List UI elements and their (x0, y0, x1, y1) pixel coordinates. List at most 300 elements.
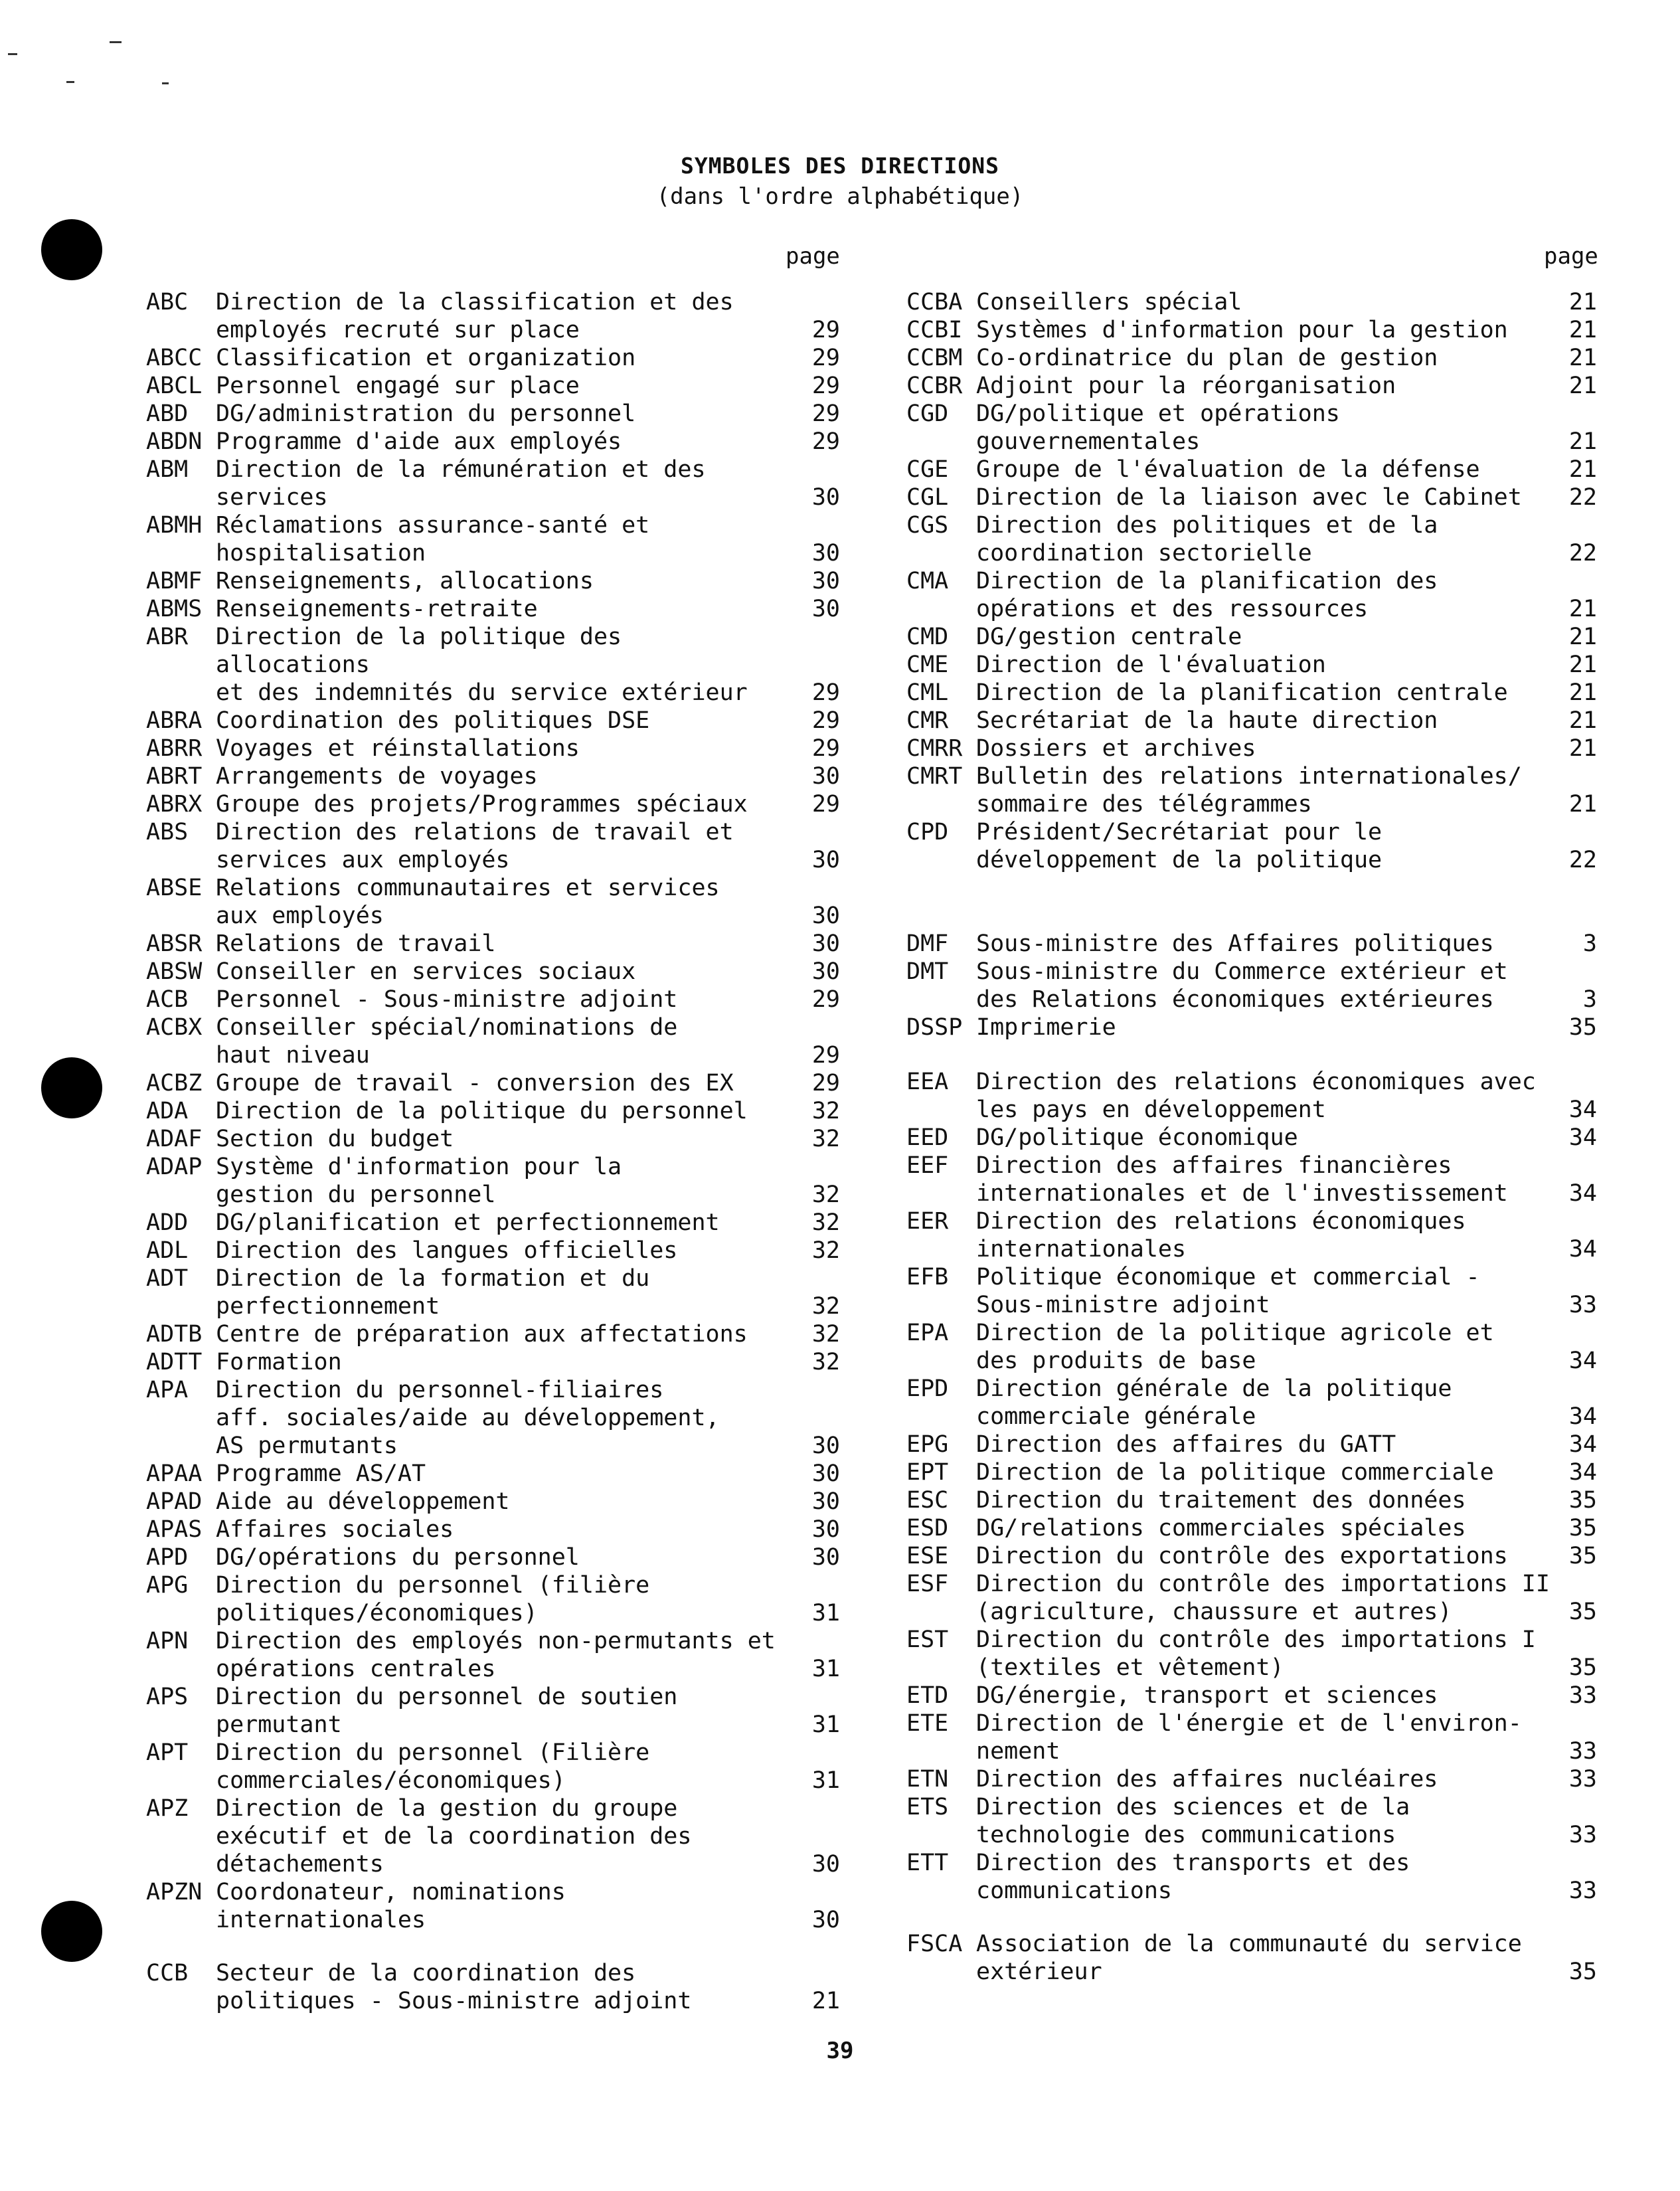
list-item (146, 762, 840, 790)
entry-description: Arrangements de voyages (216, 763, 538, 790)
entry-code: ACB (146, 986, 189, 1013)
entry-description: DG/opérations du personnel (216, 1544, 580, 1571)
entry-code: ETT (906, 1850, 949, 1876)
entry-page: 21 (1568, 735, 1597, 762)
entry-description: Association de la communauté du service extérieur (976, 1931, 1522, 1985)
entry-description: Personnel - Sous-ministre adjoint (216, 986, 678, 1013)
entry-code: ABCL (146, 373, 203, 399)
entry-code: EEF (906, 1152, 949, 1179)
entry-page: 33 (1568, 1682, 1597, 1709)
entry-page: 33 (1568, 1292, 1597, 1318)
list-item (146, 790, 840, 818)
entry-description: Groupe des projets/Programmes spéciaux (216, 791, 748, 818)
entry-code: CCBM (906, 345, 963, 371)
entry-code: ABD (146, 400, 189, 427)
list-item (146, 1348, 840, 1376)
entry-page: 32 (811, 1182, 840, 1208)
scan-speck (162, 82, 169, 84)
list-item (146, 623, 840, 707)
entry-description: Conseiller spécial/nominations de haut niveau (216, 1014, 678, 1069)
entry-page: 34 (1568, 1236, 1597, 1263)
entry-code: APAD (146, 1488, 203, 1515)
entry-code: CGD (906, 400, 949, 427)
entry-code: CCBR (906, 373, 963, 399)
entry-description: Direction de la rémunération et des services (216, 456, 706, 511)
list-item (146, 1795, 840, 1878)
entry-description: Voyages et réinstallations (216, 735, 580, 762)
list-item (146, 1320, 840, 1348)
right-column (906, 288, 1597, 1986)
entry-description: Direction de la politique agricole et des produits de base (976, 1320, 1494, 1374)
entry-description: Programme d'aide aux employés (216, 428, 622, 455)
entry-page: 29 (811, 791, 840, 818)
entry-code: APA (146, 1377, 189, 1403)
entry-code: CMR (906, 707, 949, 734)
entry-description: Groupe de l'évaluation de la défense (976, 456, 1480, 483)
list-item (906, 567, 1597, 623)
entry-description: DG/politique et opérations gouvernementales (976, 400, 1340, 455)
list-item (906, 1849, 1597, 1905)
list-item (146, 1209, 840, 1237)
entry-code: ABRA (146, 707, 203, 734)
list-item (146, 1739, 840, 1795)
entry-page: 30 (811, 596, 840, 622)
scan-speck (66, 81, 74, 83)
entry-page: 35 (1568, 1543, 1597, 1569)
entry-page: 32 (811, 1237, 840, 1264)
list-item (906, 679, 1597, 707)
entry-code: EPD (906, 1375, 949, 1402)
entry-description: Direction des langues officielles (216, 1237, 678, 1264)
entry-code: ADTT (146, 1349, 203, 1375)
entry-page: 21 (1568, 624, 1597, 650)
list-item (146, 1125, 840, 1153)
entry-code: ACBZ (146, 1070, 203, 1096)
entry-page: 32 (811, 1321, 840, 1348)
entry-page: 32 (811, 1349, 840, 1375)
entry-description: Section du budget (216, 1126, 454, 1152)
list-item (146, 1683, 840, 1739)
entry-code: APG (146, 1572, 189, 1599)
entry-page: 29 (811, 317, 840, 343)
list-item (146, 735, 840, 762)
entry-code: EST (906, 1626, 949, 1653)
entry-page: 33 (1568, 1738, 1597, 1765)
list-item (906, 818, 1597, 874)
list-item (906, 1068, 1597, 1124)
entry-description: Direction des affaires financières internationales et de l'investissement (976, 1152, 1508, 1207)
entry-page: 21 (1568, 791, 1597, 818)
list-item (146, 372, 840, 400)
entry-description: Relations de travail (216, 930, 496, 957)
list-item (906, 762, 1597, 818)
list-item (906, 958, 1597, 1013)
entry-description: Personnel engagé sur place (216, 373, 580, 399)
punch-hole-2 (41, 1057, 102, 1118)
list-item (146, 1959, 840, 2015)
entry-page: 21 (1568, 428, 1597, 455)
entry-description: Sous-ministre du Commerce extérieur et des Relations économiques extérieures (976, 958, 1508, 1013)
entry-page: 30 (811, 763, 840, 790)
entry-code: ADAP (146, 1154, 203, 1180)
entry-page: 35 (1568, 1487, 1597, 1514)
entry-description: Direction des affaires nucléaires (976, 1766, 1438, 1793)
entry-page: 21 (1568, 345, 1597, 371)
list-item (146, 456, 840, 511)
list-item (146, 1543, 840, 1571)
entry-code: EPT (906, 1459, 949, 1486)
entry-description: DG/politique économique (976, 1124, 1298, 1151)
entry-code: EER (906, 1208, 949, 1235)
list-item (146, 1571, 840, 1627)
page-number: 39 (826, 2038, 854, 2064)
entry-code: ABDN (146, 428, 203, 455)
list-item (146, 1627, 840, 1683)
list-item (146, 1376, 840, 1460)
entry-code: CMD (906, 624, 949, 650)
entry-page: 22 (1568, 540, 1597, 567)
entry-page: 35 (1568, 1599, 1597, 1625)
entry-page: 32 (811, 1293, 840, 1320)
list-item (906, 1626, 1597, 1682)
entry-page: 30 (811, 958, 840, 985)
entry-code: APZ (146, 1795, 189, 1822)
list-item (146, 1460, 840, 1488)
entry-page: 30 (811, 1433, 840, 1459)
entry-description: Direction du personnel de soutien permutant (216, 1684, 678, 1738)
entry-description: Sous-ministre des Affaires politiques (976, 930, 1494, 957)
list-item (906, 511, 1597, 567)
list-item (906, 1765, 1597, 1793)
entry-page: 29 (811, 735, 840, 762)
entry-description: Groupe de travail - conversion des EX (216, 1070, 734, 1096)
entry-description: Conseiller en services sociaux (216, 958, 636, 985)
entry-description: Secteur de la coordination des politiques - Sous-ministre adjoint (216, 1960, 692, 2014)
entry-description: Secrétariat de la haute direction (976, 707, 1438, 734)
entry-code: ETN (906, 1766, 949, 1793)
entry-page: 29 (811, 345, 840, 371)
entry-page: 30 (811, 930, 840, 957)
list-item (906, 930, 1597, 958)
entry-code: CGS (906, 512, 949, 539)
entry-code: CML (906, 679, 949, 706)
list-item (906, 1682, 1597, 1709)
entry-code: FSCA (906, 1931, 963, 1957)
entry-code: ABC (146, 289, 189, 315)
entry-page: 21 (1568, 596, 1597, 622)
entry-description: Direction des sciences et de la technologie des communications (976, 1794, 1410, 1848)
entry-page: 32 (811, 1126, 840, 1152)
list-item (146, 567, 840, 595)
entry-page: 30 (811, 847, 840, 873)
entry-page: 29 (811, 1042, 840, 1069)
entry-description: Président/Secrétariat pour le développement de la politique (976, 819, 1383, 873)
list-item (146, 707, 840, 735)
list-item (146, 595, 840, 623)
list-item (906, 1013, 1597, 1041)
entry-code: DMT (906, 958, 949, 985)
entry-page: 3 (1582, 986, 1597, 1013)
entry-code: ETE (906, 1710, 949, 1737)
list-item (906, 1930, 1597, 1986)
list-item (146, 986, 840, 1013)
entry-description: Direction de l'évaluation (976, 652, 1326, 678)
entry-page: 34 (1568, 1348, 1597, 1374)
entry-page: 30 (811, 1516, 840, 1543)
entry-code: ESF (906, 1571, 949, 1597)
list-item (906, 1709, 1597, 1765)
entry-code: APS (146, 1684, 189, 1710)
entry-description: Direction de la politique du personnel (216, 1098, 748, 1124)
entry-code: ETD (906, 1682, 949, 1709)
entry-description: Direction de la planification des opérations et des ressources (976, 568, 1438, 622)
entry-page: 21 (1568, 456, 1597, 483)
entry-page: 29 (811, 1070, 840, 1096)
entry-page: 22 (1568, 484, 1597, 511)
list-item (146, 344, 840, 372)
entry-description: Direction des employés non-permutants et opérations centrales (216, 1628, 776, 1682)
entry-description: Direction des relations économiques avec les pays en développement (976, 1069, 1536, 1123)
list-item (906, 651, 1597, 679)
entry-code: ADTB (146, 1321, 203, 1348)
list-item (146, 1265, 840, 1320)
entry-description: Direction du personnel-filiaires aff. sociales/aide au développement, AS permutants (216, 1377, 720, 1459)
entry-page: 29 (811, 400, 840, 427)
entry-page: 21 (1568, 652, 1597, 678)
list-item (906, 735, 1597, 762)
entry-page: 31 (811, 1600, 840, 1626)
list-item (146, 1488, 840, 1516)
scan-speck (8, 53, 17, 55)
entry-page: 30 (811, 1907, 840, 1933)
entry-description: Coordination des politiques DSE (216, 707, 650, 734)
list-item (146, 400, 840, 428)
left-column (146, 288, 840, 2015)
entry-code: ABRT (146, 763, 203, 790)
entry-code: CMA (906, 568, 949, 594)
entry-code: ABR (146, 624, 189, 650)
entry-code: ABSE (146, 875, 203, 901)
entry-description: Imprimerie (976, 1014, 1116, 1041)
list-item (146, 428, 840, 456)
entry-code: CME (906, 652, 949, 678)
entry-page: 33 (1568, 1878, 1597, 1904)
entry-code: ADA (146, 1098, 189, 1124)
entry-code: ABRX (146, 791, 203, 818)
entry-code: ABSR (146, 930, 203, 957)
entry-description: Système d'information pour la gestion du personnel (216, 1154, 622, 1208)
entry-code: ESD (906, 1515, 949, 1541)
entry-description: Centre de préparation aux affectations (216, 1321, 748, 1348)
entry-code: ABMS (146, 596, 203, 622)
list-item (146, 288, 840, 344)
scan-speck (110, 41, 122, 43)
entry-description: Renseignements, allocations (216, 568, 594, 594)
list-item (146, 1097, 840, 1125)
entry-code: APAA (146, 1460, 203, 1487)
list-item (146, 1153, 840, 1209)
entry-page: 22 (1568, 847, 1597, 873)
list-item (906, 456, 1597, 483)
entry-page: 35 (1568, 1515, 1597, 1541)
entry-description: Direction des politiques et de la coordination sectorielle (976, 512, 1438, 567)
entry-description: Systèmes d'information pour la gestion (976, 317, 1508, 343)
entry-description: Direction de la planification centrale (976, 679, 1508, 706)
list-item (146, 874, 840, 930)
list-item (146, 511, 840, 567)
list-item (906, 288, 1597, 316)
entry-description: DG/administration du personnel (216, 400, 636, 427)
entry-code: DSSP (906, 1014, 963, 1041)
entry-code: ADAF (146, 1126, 203, 1152)
entry-page: 29 (811, 986, 840, 1013)
entry-code: ADL (146, 1237, 189, 1264)
entry-code: ABCC (146, 345, 203, 371)
entry-description: Direction de la liaison avec le Cabinet (976, 484, 1522, 511)
list-item (906, 1319, 1597, 1375)
entry-code: DMF (906, 930, 949, 957)
entry-page: 35 (1568, 1014, 1597, 1041)
entry-description: Direction du personnel (Filière commerciales/économiques) (216, 1739, 650, 1794)
entry-code: EPA (906, 1320, 949, 1346)
entry-code: APAS (146, 1516, 203, 1543)
list-item (906, 1375, 1597, 1431)
entry-description: DG/énergie, transport et sciences (976, 1682, 1438, 1709)
list-item (906, 1431, 1597, 1458)
entry-code: APN (146, 1628, 189, 1654)
entry-page: 34 (1568, 1096, 1597, 1123)
entry-description: Aide au développement (216, 1488, 510, 1515)
entry-code: ADD (146, 1209, 189, 1236)
entry-description: Direction de la politique commerciale (976, 1459, 1494, 1486)
entry-page: 35 (1568, 1654, 1597, 1681)
list-item (146, 1237, 840, 1265)
entry-code: EPG (906, 1431, 949, 1458)
entry-description: Politique économique et commercial - Sous-ministre adjoint (976, 1264, 1480, 1318)
entry-page: 33 (1568, 1822, 1597, 1848)
list-item (906, 1793, 1597, 1849)
entry-page: 30 (811, 1460, 840, 1487)
left-page-column-header: page (786, 243, 840, 270)
entry-code: EEA (906, 1069, 949, 1095)
list-item (906, 1542, 1597, 1570)
entry-description: Conseillers spécial (976, 289, 1242, 315)
list-item (906, 344, 1597, 372)
entry-description: Direction de l'énergie et de l'environ- nement (976, 1710, 1522, 1765)
entry-description: Bulletin des relations internationales/ sommaire des télégrammes (976, 763, 1522, 818)
entry-page: 29 (811, 679, 840, 706)
entry-code: ABMH (146, 512, 203, 539)
entry-description: Dossiers et archives (976, 735, 1256, 762)
entry-description: Adjoint pour la réorganisation (976, 373, 1396, 399)
entry-code: ABM (146, 456, 189, 483)
entry-page: 21 (811, 1988, 840, 2014)
entry-code: ABRR (146, 735, 203, 762)
entry-description: Direction du contrôle des exportations (976, 1543, 1508, 1569)
list-item (146, 1878, 840, 1934)
page-title: SYMBOLES DES DIRECTIONS (681, 153, 999, 179)
entry-code: CCB (146, 1960, 189, 1986)
entry-code: ACBX (146, 1014, 203, 1041)
entry-page: 30 (811, 1544, 840, 1571)
entry-page: 34 (1568, 1431, 1597, 1458)
entry-description: Direction du traitement des données (976, 1487, 1466, 1514)
entry-description: Direction de la gestion du groupe exécutif et de la coordination des détachements (216, 1795, 692, 1878)
page-subtitle: (dans l'ordre alphabétique) (656, 183, 1024, 210)
entry-page: 30 (811, 484, 840, 511)
entry-page: 21 (1568, 707, 1597, 734)
entry-code: ESC (906, 1487, 949, 1514)
list-item (146, 1069, 840, 1097)
list-item (906, 400, 1597, 456)
entry-description: Réclamations assurance-santé et hospitalisation (216, 512, 650, 567)
right-page-column-header: page (1544, 243, 1598, 270)
entry-page: 21 (1568, 289, 1597, 315)
entry-code: CCBI (906, 317, 963, 343)
list-item (906, 707, 1597, 735)
entry-code: CPD (906, 819, 949, 845)
entry-code: ABS (146, 819, 189, 845)
list-item (146, 1516, 840, 1543)
entry-description: Co-ordinatrice du plan de gestion (976, 345, 1438, 371)
entry-page: 21 (1568, 373, 1597, 399)
entry-code: ABMF (146, 568, 203, 594)
entry-page: 30 (811, 568, 840, 594)
entry-description: Direction du contrôle des importations I (textiles et vêtement) (976, 1626, 1536, 1681)
list-item (906, 1207, 1597, 1263)
entry-code: ESE (906, 1543, 949, 1569)
entry-page: 33 (1568, 1766, 1597, 1793)
entry-code: CGE (906, 456, 949, 483)
entry-description: Programme AS/AT (216, 1460, 426, 1487)
entry-page: 29 (811, 707, 840, 734)
entry-code: APT (146, 1739, 189, 1766)
entry-description: Direction des relations de travail et services aux employés (216, 819, 734, 873)
entry-description: DG/gestion centrale (976, 624, 1242, 650)
entry-description: Direction de la formation et du perfectionnement (216, 1265, 650, 1320)
entry-page: 30 (811, 1488, 840, 1515)
entry-code: CGL (906, 484, 949, 511)
entry-page: 34 (1568, 1124, 1597, 1151)
entry-description: DG/planification et perfectionnement (216, 1209, 720, 1236)
entry-description: Classification et organization (216, 345, 636, 371)
entry-description: Affaires sociales (216, 1516, 454, 1543)
list-item (906, 623, 1597, 651)
entry-page: 34 (1568, 1403, 1597, 1430)
entry-code: EFB (906, 1264, 949, 1290)
entry-page: 30 (811, 903, 840, 929)
entry-code: CCBA (906, 289, 963, 315)
entry-page: 34 (1568, 1180, 1597, 1207)
entry-page: 34 (1568, 1459, 1597, 1486)
punch-hole-3 (41, 1901, 102, 1962)
entry-description: Direction de la classification et des employés recruté sur place (216, 289, 734, 343)
entry-page: 30 (811, 540, 840, 567)
list-item (906, 1263, 1597, 1319)
entry-description: Renseignements-retraite (216, 596, 538, 622)
list-item (146, 958, 840, 986)
list-item (146, 930, 840, 958)
entry-page: 35 (1568, 1959, 1597, 1985)
punch-hole-1 (41, 219, 102, 280)
list-item (146, 1013, 840, 1069)
entry-description: Direction générale de la politique commerciale générale (976, 1375, 1452, 1430)
entry-description: Direction des affaires du GATT (976, 1431, 1396, 1458)
entry-page: 32 (811, 1209, 840, 1236)
list-item (906, 1570, 1597, 1626)
list-item (146, 818, 840, 874)
entry-page: 30 (811, 1851, 840, 1878)
